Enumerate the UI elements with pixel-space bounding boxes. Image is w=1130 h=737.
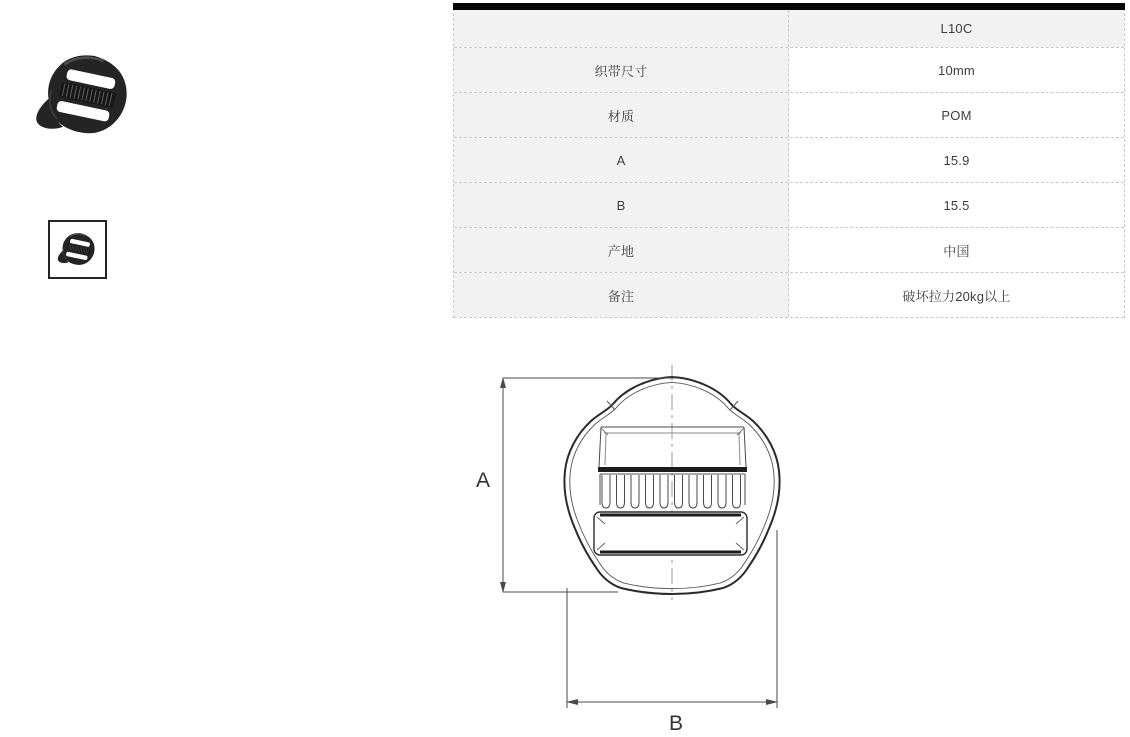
spec-value: 中国 bbox=[789, 228, 1124, 272]
spec-label: 材质 bbox=[454, 93, 789, 137]
thumbnail-photo-icon bbox=[56, 230, 100, 269]
spec-row-dimension-b bbox=[454, 183, 1124, 228]
dimension-label-a: A bbox=[475, 469, 491, 492]
thumbnail-selected[interactable] bbox=[48, 220, 107, 279]
spec-header-empty-cell bbox=[454, 10, 789, 47]
spec-value: 10mm bbox=[789, 48, 1124, 92]
spec-row-dimension-a bbox=[454, 138, 1124, 183]
table-top-bar bbox=[453, 3, 1125, 10]
spec-row-origin bbox=[454, 228, 1124, 273]
spec-value: 15.9 bbox=[789, 138, 1124, 182]
spec-label: A bbox=[454, 138, 789, 182]
product-photo bbox=[32, 48, 140, 143]
dimension-a bbox=[500, 377, 676, 593]
spec-value: POM bbox=[789, 93, 1124, 137]
spec-table bbox=[453, 3, 1125, 318]
spec-label: 备注 bbox=[454, 273, 789, 317]
spec-header-row bbox=[454, 10, 1124, 48]
dimension-b bbox=[566, 530, 778, 708]
spec-label: 织带尺寸 bbox=[454, 48, 789, 92]
spec-row-remarks bbox=[454, 273, 1124, 318]
lower-slot bbox=[594, 512, 747, 555]
dimension-drawing bbox=[440, 350, 800, 737]
spec-header-model-cell: L10C bbox=[789, 10, 1124, 47]
spec-label: B bbox=[454, 183, 789, 227]
dimension-label-b: B bbox=[668, 712, 684, 735]
spec-row-material bbox=[454, 93, 1124, 138]
spec-value: 破坏拉力20kg以上 bbox=[789, 273, 1124, 317]
spec-value: 15.5 bbox=[789, 183, 1124, 227]
spec-label: 产地 bbox=[454, 228, 789, 272]
spec-row-webbing-size bbox=[454, 48, 1124, 93]
